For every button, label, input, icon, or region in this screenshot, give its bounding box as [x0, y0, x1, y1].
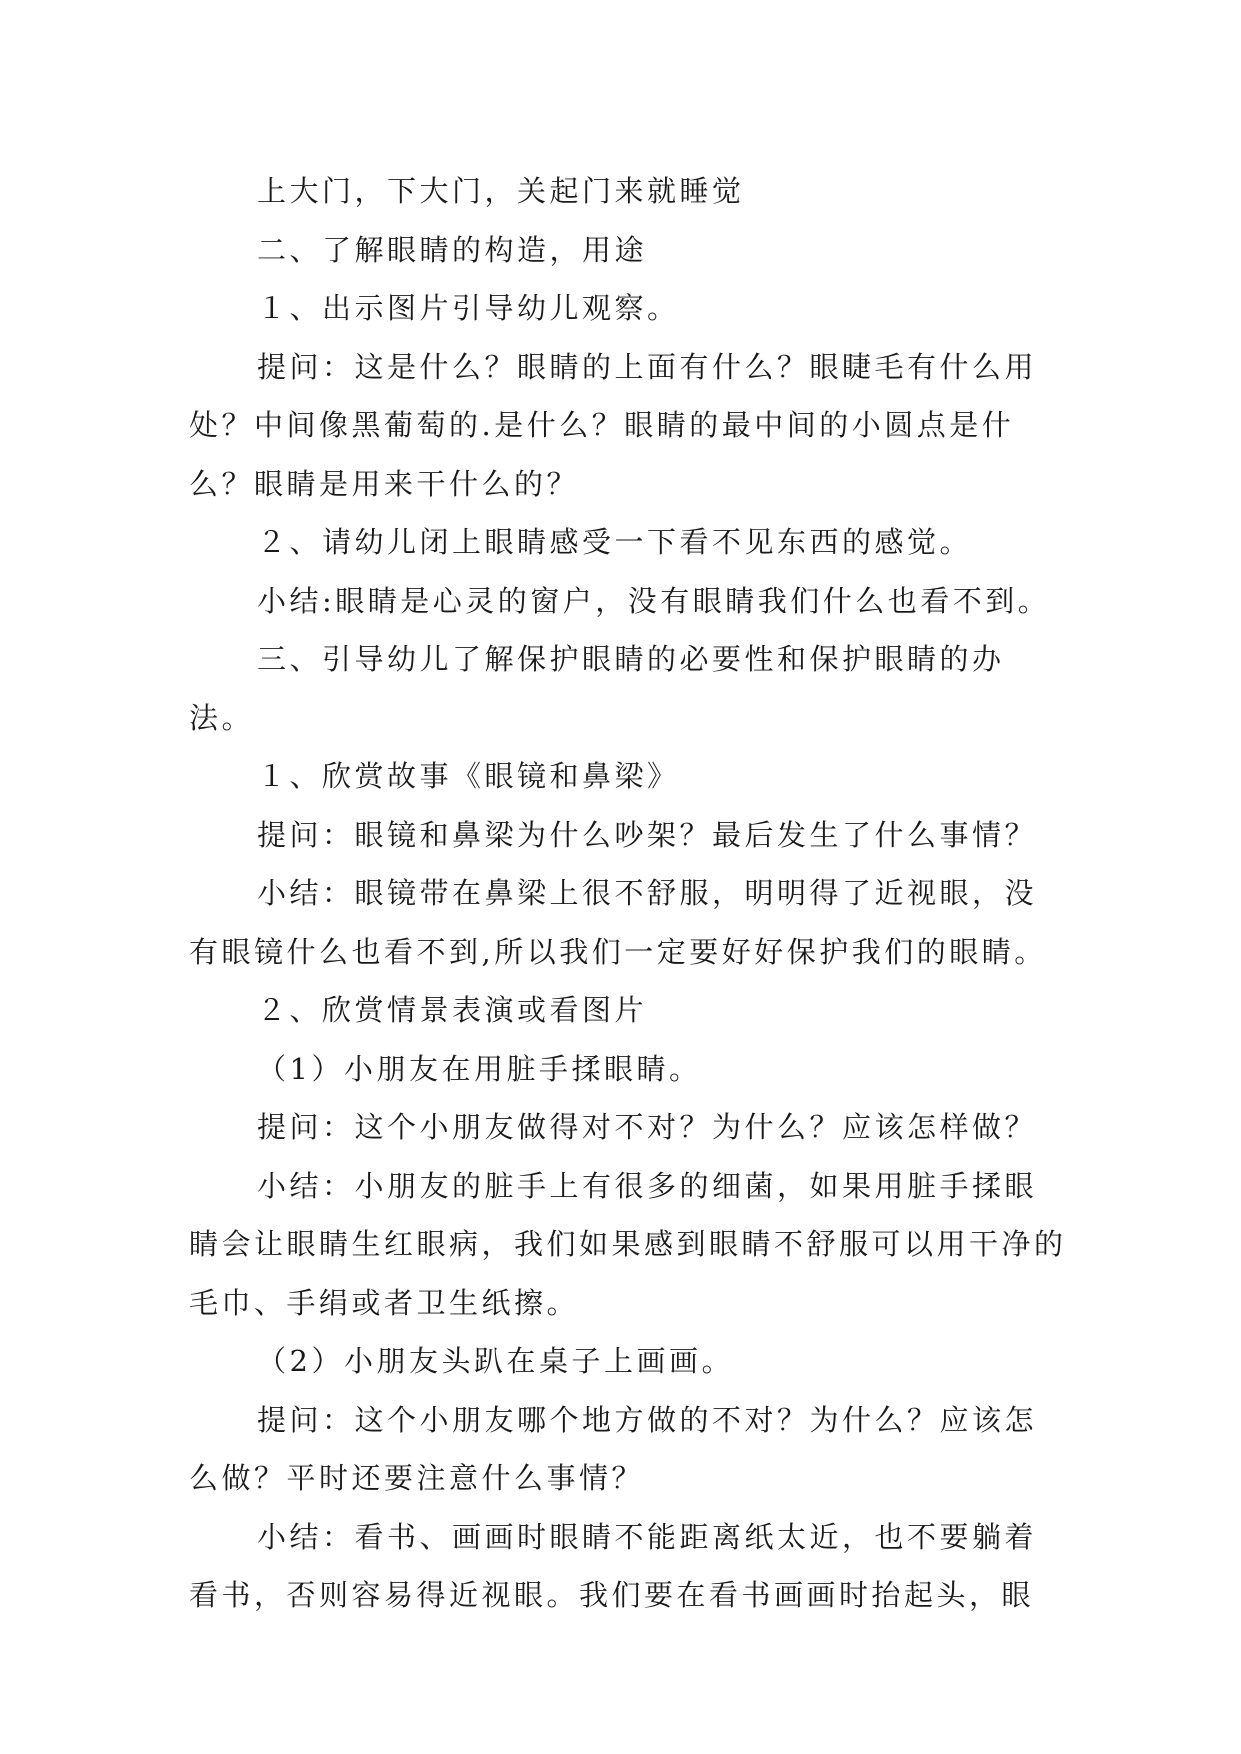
paragraph-16: 提问：这个小朋友哪个地方做的不对？为什么？应该怎么做？平时还要注意什么事情？	[189, 1402, 1038, 1495]
paragraph-17: 小结：看书、画画时眼睛不能距离纸太近，也不要躺着看书，否则容易得近视眼。我们要在看书画画时抬起头，眼	[189, 1519, 1038, 1612]
paragraph-7: 三、引导幼儿了解保护眼睛的必要性和保护眼睛的办法。	[189, 642, 1005, 735]
paragraph-8: １、欣赏故事《眼镜和鼻梁》	[257, 759, 680, 793]
paragraph-15: （2）小朋友头趴在桌子上画画。	[257, 1344, 734, 1378]
paragraph-1: 上大门，下大门，关起门来就睡觉	[257, 174, 745, 208]
paragraph-6: 小结:眼睛是心灵的窗户，没有眼睛我们什么也看不到。	[257, 583, 1051, 618]
paragraph-4: 提问：这是什么？眼睛的上面有什么？眼睫毛有什么用处？中间像黑葡萄的.是什么？眼睛的最中间的小圆点是什么？眼睛是用来干什么的？	[189, 349, 1038, 501]
paragraph-10: 小结：眼镜带在鼻梁上很不舒服，明明得了近视眼，没有眼镜什么也看不到,所以我们一定要好好保护我们的眼睛。	[189, 876, 1047, 969]
paragraph-9: 提问：眼镜和鼻梁为什么吵架？最后发生了什么事情？	[257, 817, 1038, 852]
document-body	[189, 162, 1069, 1625]
paragraph-5: ２、请幼儿闭上眼睛感受一下看不见东西的感觉。	[257, 525, 973, 559]
paragraph-13: 提问：这个小朋友做得对不对？为什么？应该怎样做？	[257, 1110, 1038, 1144]
paragraph-14: 小结：小朋友的脏手上有很多的细菌，如果用脏手揉眼睛会让眼睛生红眼病，我们如果感到眼睛不舒服可以用干净的毛巾、手绢或者卫生纸擦。	[189, 1168, 1067, 1320]
paragraph-2: 二、了解眼睛的构造，用途	[257, 232, 648, 267]
paragraph-11: ２、欣赏情景表演或看图片	[257, 993, 648, 1027]
paragraph-3: １、出示图片引导幼儿观察。	[257, 291, 680, 325]
paragraph-12: （1）小朋友在用脏手揉眼睛。	[257, 1051, 702, 1086]
